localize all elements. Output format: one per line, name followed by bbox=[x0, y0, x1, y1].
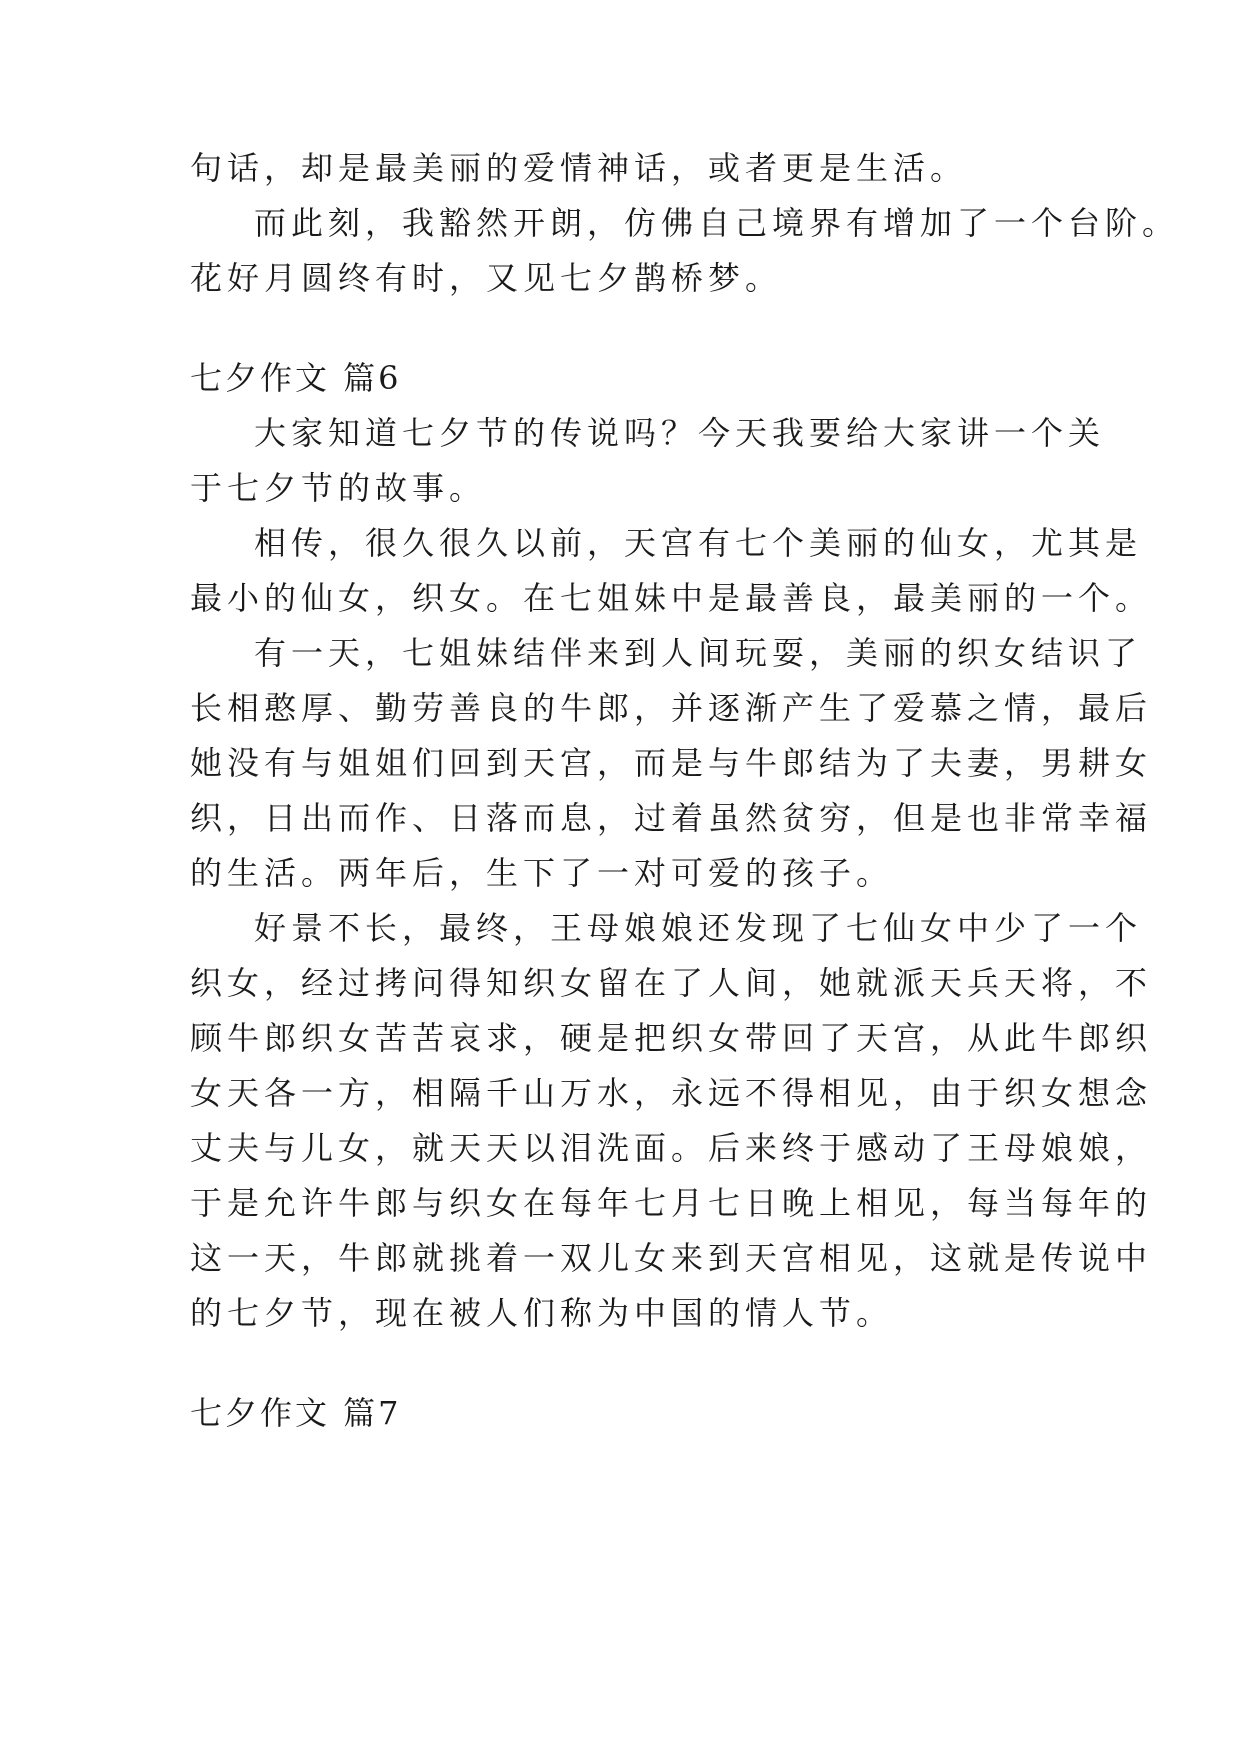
section-heading: 七夕作文 篇7 bbox=[190, 1394, 402, 1432]
text-line: 于七夕节的故事。 bbox=[190, 469, 487, 507]
text-line: 好景不长，最终，王母娘娘还发现了七仙女中少了一个 bbox=[254, 909, 1143, 947]
text-line: 相传，很久很久以前，天宫有七个美丽的仙女，尤其是 bbox=[254, 524, 1143, 562]
text-line: 有一天，七姐妹结伴来到人间玩耍，美丽的织女结识了 bbox=[254, 634, 1143, 672]
text-line: 女天各一方，相隔千山万水，永远不得相见，由于织女想念 bbox=[190, 1074, 1153, 1112]
text-line: 织，日出而作、日落而息，过着虽然贫穷，但是也非常幸福 bbox=[190, 799, 1153, 837]
text-line: 的七夕节，现在被人们称为中国的情人节。 bbox=[190, 1294, 894, 1332]
text-line: 句话，却是最美丽的爱情神话，或者更是生活。 bbox=[190, 149, 968, 187]
text-line: 花好月圆终有时，又见七夕鹊桥梦。 bbox=[190, 259, 783, 297]
text-line: 顾牛郎织女苦苦哀求，硬是把织女带回了天宫，从此牛郎织 bbox=[190, 1019, 1153, 1057]
text-line: 的生活。两年后，生下了一对可爱的孩子。 bbox=[190, 854, 894, 892]
text-line: 而此刻，我豁然开朗，仿佛自己境界有增加了一个台阶。 bbox=[254, 204, 1180, 242]
section-heading: 七夕作文 篇6 bbox=[190, 359, 402, 397]
text-line: 长相憨厚、勤劳善良的牛郎，并逐渐产生了爱慕之情，最后 bbox=[190, 689, 1153, 727]
text-line: 这一天，牛郎就挑着一双儿女来到天宫相见，这就是传说中 bbox=[190, 1239, 1153, 1277]
text-line: 大家知道七夕节的传说吗？今天我要给大家讲一个关 bbox=[254, 414, 1106, 452]
text-line: 于是允许牛郎与织女在每年七月七日晚上相见，每当每年的 bbox=[190, 1184, 1153, 1222]
text-line: 她没有与姐姐们回到天宫，而是与牛郎结为了夫妻，男耕女 bbox=[190, 744, 1153, 782]
text-line: 最小的仙女，织女。在七姐妹中是最善良，最美丽的一个。 bbox=[190, 579, 1153, 617]
text-line: 织女，经过拷问得知织女留在了人间，她就派天兵天将，不 bbox=[190, 964, 1153, 1002]
text-line: 丈夫与儿女，就天天以泪洗面。后来终于感动了王母娘娘， bbox=[190, 1129, 1153, 1167]
